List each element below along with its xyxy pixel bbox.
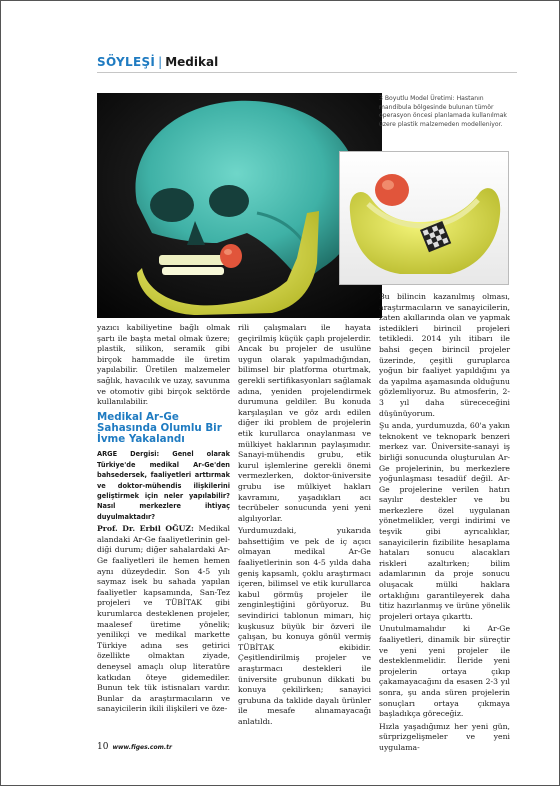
- subsection-title: Medikal: [165, 55, 219, 69]
- answer-text: Medikal alandaki Ar-Ge faaliyetlerinin gel-diği durum; diğer sahalardaki Ar-Ge faaliyetleri ile hemen hemen aynı düzeydedir. Son 4-5 yılı saymaz isek bu sahada yapılan faaliyetler kapsamında, San-Tez projeleri ve TÜBİTAK gibi kurumlarca desteklenen projeler, maalesef üretime yönelik; yenilikçi ve medikal markette Türkiye adına ses getirici özellikte olmaktan ziyade, deneysel amaçlı olup literatüre katkıdan öteye gidemediler. Bunun tek tük istisnaları vardır. Bunlar da araştırmacıların ve sanayicilerin ikili ilişkileri ve öze-: [97, 524, 230, 714]
- text-column-3: [379, 292, 510, 756]
- text-column-1: [97, 323, 230, 717]
- text-column-2: [238, 323, 371, 730]
- paragraph: Hızla yaşadığımız her yeni gün, sürprizgelişmeler ve yeni uygulama-: [379, 721, 510, 752]
- page-number: 10: [97, 742, 109, 752]
- mandible-model-photo: [339, 151, 509, 285]
- question-text: Genel olarak Türkiye'de medikal Ar-Ge'den bahsedersek, faaliyetleri arttırmak ve doktor-mühendis ilişkilerini geliştirmek için neler yapılabilir? Nasıl merkezlere ihtiyaç duyulmaktadır?: [97, 450, 231, 521]
- interview-answer: [97, 524, 230, 715]
- header-rule: [97, 72, 517, 73]
- section-title: SÖYLEŞİ: [97, 55, 156, 69]
- page-footer: [97, 742, 172, 752]
- section-heading: Medikal Ar-Ge Sahasında Olumlu Bir İvme Yakalandı: [97, 410, 222, 446]
- interview-question: [97, 449, 230, 522]
- photo-caption: 3 Boyutlu Model Üretimi: Hastanın mandibula bölgesinde bulunan tümör operasyon öncesi planlamada kullanılmak üzere plastik malzemeden modelleniyor.: [379, 95, 507, 128]
- answer-label: Prof. Dr. Erbil OĞUZ:: [97, 524, 199, 534]
- footer-url: www.figes.com.tr: [112, 744, 172, 751]
- paragraph: yazıcı kabiliyetine bağlı olmak şartı ile başta metal olmak üzere; plastik, silikon, seramik gibi birçok hammadde ile üretim yapılabilir. Üretilen malzemeler sağlık, havacılık ve uzay, savunma ve otomotiv gibi birçok sektörde kullanılabilir.: [97, 323, 230, 407]
- question-label: ARGE Dergisi:: [97, 450, 173, 459]
- paragraph: rili çalışmaları ile hayata geçirilmiş küçük çaplı projelerdir. Ancak bu projeler de usulüne uygun olarak yapılmadığından, bilimsel bir platforma oturtmak, gerekli sertifikasyonları sağlamak adına, yeniden projelendirmek durumuna geldiler. Bu konuda karşılaşılan ve göz ardı edilen diğer iki problem de projelerin etik kurullarca onaylanması ve mülkiyet haklarının paylaşımıdır. Sanayi-mühendis grubu, etik kurul işlemlerine gerekli önemi vermezlerken, doktor-üniversite grubu ise mülkiyet hakları kavramını, yaşadıkları acı tecrübeler sonucunda yeni yeni algılıyorlar.: [238, 323, 371, 523]
- paragraph: Unutulmamalıdır ki Ar-Ge faaliyetleri, dinamik bir süreçtir ve yeni yeni projeler ile desteklenmelidir. İleride yeni projelerin ortaya çıkıp çakamayacağını da esasen 2-3 yıl sonra, şu anda süren projelerin sonuçları ortaya çıkmaya başladıkça göreceğiz.: [379, 624, 510, 719]
- paragraph: Yurdumuzdaki, yukarıda bahsettiğim ve pek de iç açıcı olmayan medikal Ar-Ge faaliyetlerinin son 4-5 yılda daha geniş kapsamlı, çoklu araştırmacı içeren, bilimsel ve etik kurullarca kabul görmüş projeler ile zenginleştiğini görüyoruz. Bu sevindirici tablonun mimarı, hiç kuşkusuz büyük bir özveri ile çalışan, bu konuya gönül vermiş TÜBİTAK ekibidir. Çeşitlendirilmiş projeler ve araştırmacı destekleri ile üniversite grubunun dikkati bu konuya çekilirken; sanayici grubuna da taklide dayalı ürünler ile mesafe alınamayacağı anlatıldı.: [238, 526, 371, 726]
- paragraph: Bu bilincin kazanılmış olması, araştırmacıların ve sanayicilerin, zaten akıllarında olan ve yapmak istedikleri birincil projeleri tetikledi. 2014 yılı itibarı ile bahsi geçen birincil projeler üzerinde, çeşitli guruplarca yoğun bir faaliyet yapıldığını ya da yapılma aşamasında olduğunu gözlemliyoruz. Bu atmosferin, 2-3 yıl daha sürececeğini düşünüyorum.: [379, 292, 510, 418]
- section-header: [97, 55, 218, 69]
- header-separator: |: [158, 55, 163, 69]
- paragraph: Şu anda, yurdumuzda, 60'a yakın teknokent ve teknopark benzeri merkez var. Üniversite-sanayi iş birliği sonucunda oluşturulan Ar-Ge projelerinin, bu merkezlere yoğunlaşması tesadüf değil. Ar-Ge projelerine verilen hatırı sayılır destekler ve bu merkezlere özel uygulanan yönetmelikler, vergi indirimi ve teşvik gibi ayrıcalıklar, sanayicilerin fizibilite hesaplama hataları sonucu alacakları riskleri azaltırken; bilim adamlarının da proje sonucu oluşacak mülki haklara ortaklığını garantileyerek daha titiz hazırlanmış ve ürüne yönelik projeleri ortaya çıkarttı.: [379, 421, 510, 621]
